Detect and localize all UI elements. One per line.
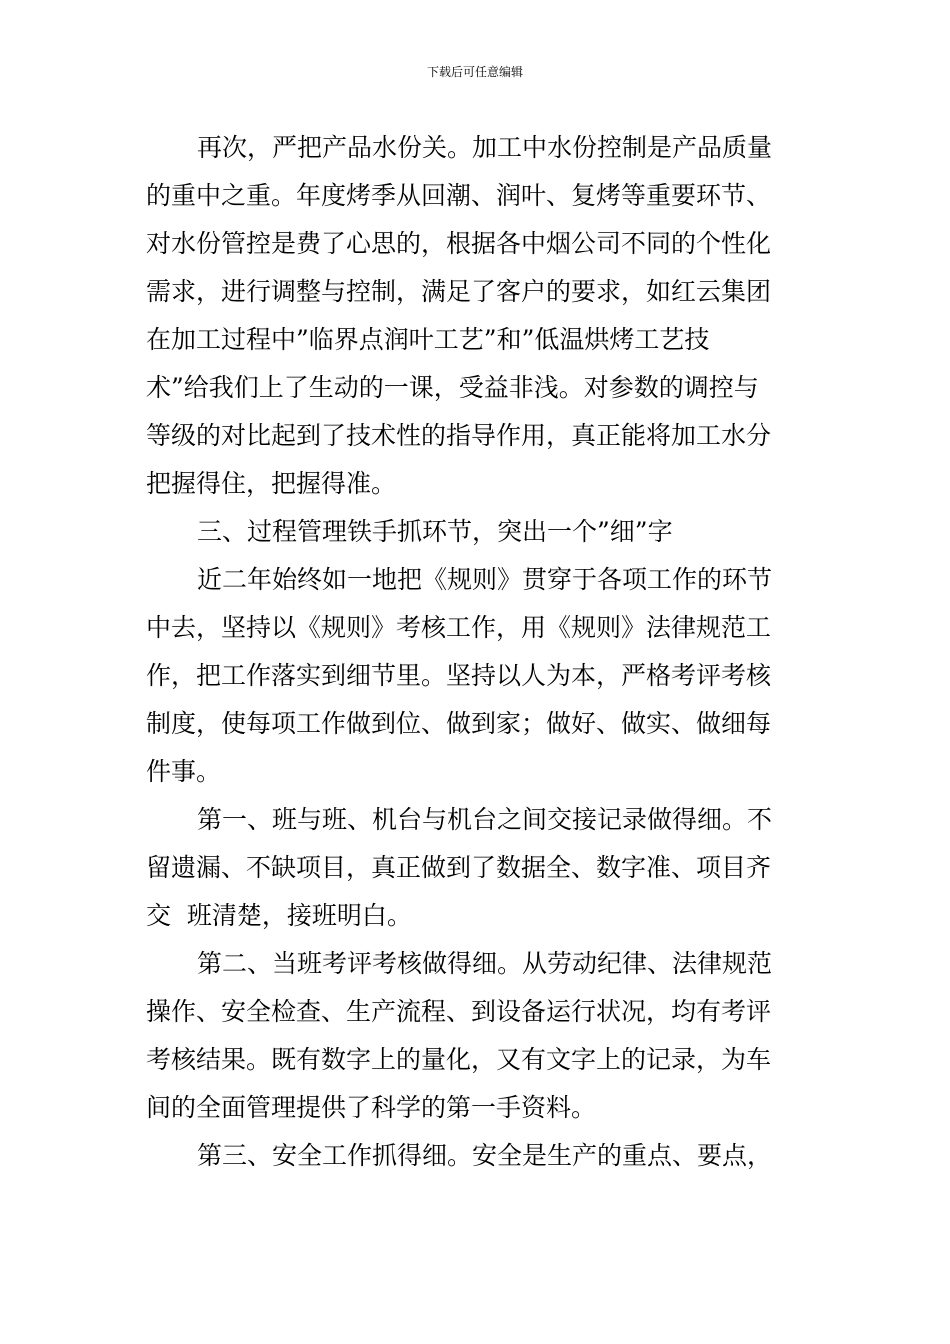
document-body bbox=[146, 124, 808, 1180]
paragraph-line: 近二年始终如一地把《规则》贯穿于各项工作的环节 bbox=[197, 565, 773, 594]
paragraph-line: 制度，使每项工作做到位、做到家；做好、做实、做细每 bbox=[146, 709, 772, 738]
paragraph-line: 留遗漏、不缺项目，真正做到了数据全、数字准、项目齐 bbox=[146, 853, 772, 882]
paragraph-line: 再次，严把产品水份关。加工中水份控制是产品质量 bbox=[197, 133, 773, 162]
paragraph-line: 第一、班与班、机台与机台之间交接记录做得细。不 bbox=[197, 805, 773, 834]
paragraph-line: 术”给我们上了生动的一课，受益非浅。对参数的调控与 bbox=[146, 373, 759, 402]
section-heading: 三、过程管理铁手抓环节，突出一个”细”字 bbox=[197, 517, 673, 546]
paragraph-line: 第二、当班考评考核做得细。从劳动纪律、法律规范 bbox=[197, 949, 773, 978]
paragraph-line: 操作、安全检查、生产流程、到设备运行状况，均有考评 bbox=[146, 997, 772, 1026]
page-header: 下载后可任意编辑 bbox=[426, 65, 523, 79]
paragraph-line: 作，把工作落实到细节里。坚持以人为本，严格考评考核 bbox=[146, 661, 772, 690]
paragraph-line: 中去，坚持以《规则》考核工作，用《规则》法律规范工 bbox=[146, 613, 772, 642]
paragraph-line: 交 班清楚，接班明白。 bbox=[146, 901, 412, 930]
paragraph-line: 第三、安全工作抓得细。安全是生产的重点、要点， bbox=[197, 1141, 773, 1170]
paragraph-line: 件事。 bbox=[146, 757, 222, 786]
paragraph-line: 考核结果。既有数字上的量化，又有文字上的记录，为车 bbox=[146, 1045, 772, 1074]
paragraph-line: 需求，进行调整与控制，满足了客户的要求，如红云集团 bbox=[146, 277, 772, 306]
paragraph-line: 间的全面管理提供了科学的第一手资料。 bbox=[146, 1093, 597, 1122]
paragraph-line: 对水份管控是费了心思的，根据各中烟公司不同的个性化 bbox=[146, 229, 772, 258]
paragraph-line: 在加工过程中”临界点润叶工艺”和”低温烘烤工艺技 bbox=[146, 325, 710, 354]
paragraph-line: 等级的对比起到了技术性的指导作用，真正能将加工水分 bbox=[146, 421, 772, 450]
paragraph-line: 把握得住，把握得准。 bbox=[146, 469, 397, 498]
paragraph-line: 的重中之重。年度烤季从回潮、润叶、复烤等重要环节、 bbox=[146, 181, 772, 210]
